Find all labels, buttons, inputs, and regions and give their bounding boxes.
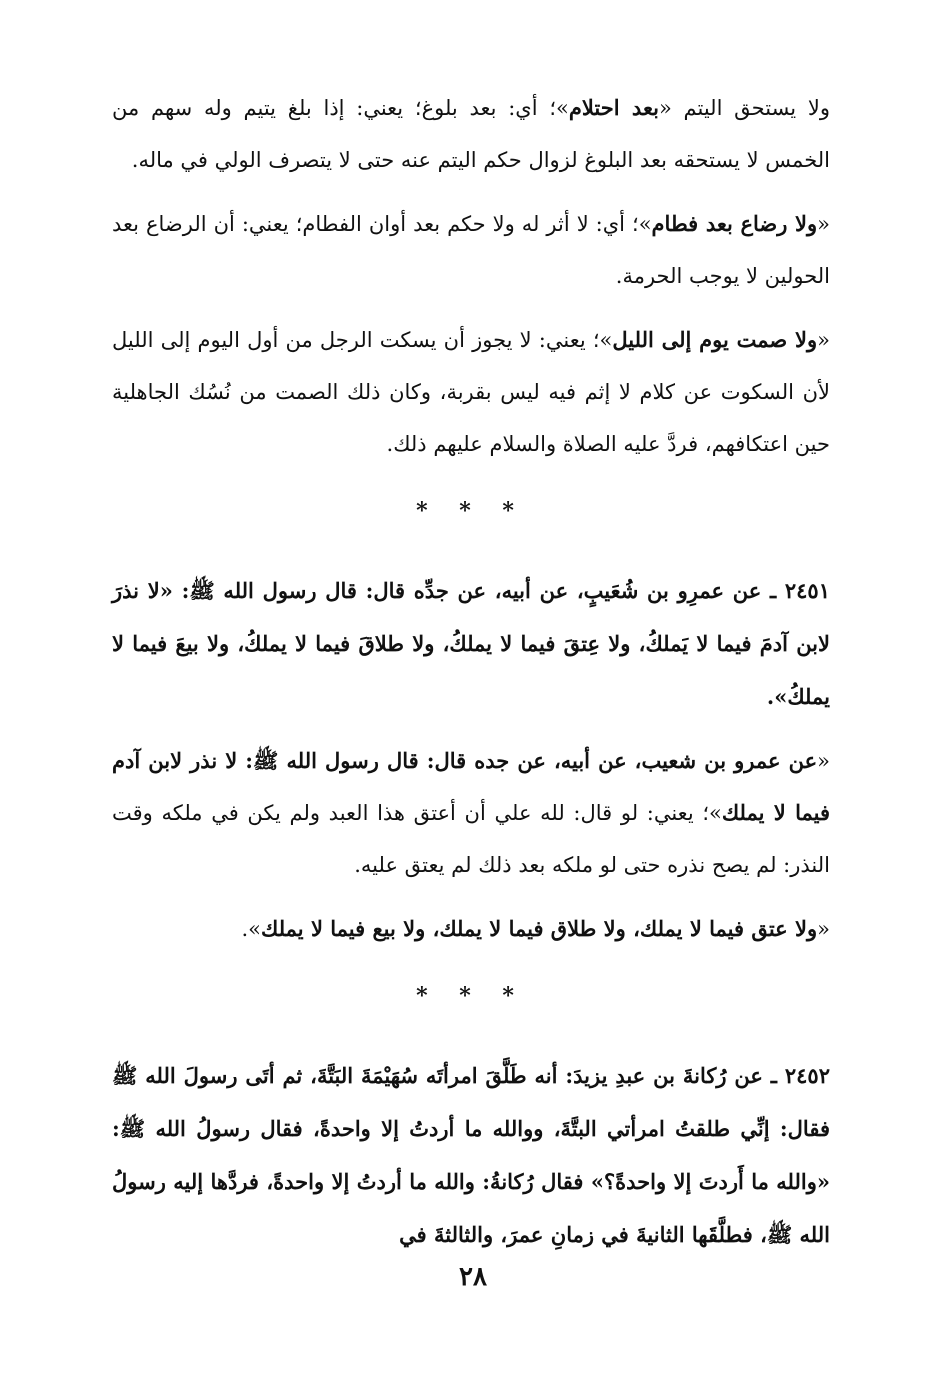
- commentary-paragraph: [112, 82, 830, 186]
- text-run: «: [817, 328, 830, 352]
- commentary-paragraph: [112, 735, 830, 891]
- text-run: »؛ أي: بعد بلوغ؛ يعني: إذا بلغ يتيم وله سهم من الخمس لا يستحقه بعد البلوغ لزوال حكم اليتم عنه حتى لا يتصرف الولي في ماله.: [112, 96, 830, 172]
- quoted-hadith-text: عن عمرو بن شعيب، عن أبيه، عن جده قال: قال رسول الله ﷺ: لا نذر لابن آدم فيما لا يملك: [112, 748, 830, 825]
- text-run: »؛ أي: لا أثر له ولا حكم بعد أوان الفطام؛ يعني: أن الرضاع بعد الحولين لا يوجب الحرمة.: [112, 212, 830, 288]
- hadith-2452: ٢٤٥٢ ـ عن رُكانةَ بن عبدِ يزيدَ: أنه طَلَّقَ امرأتَه سُهَيْمَةَ البَتَّةَ، ثم أتَى رسولَ الله ﷺ فقال: إنِّي طلقتُ امرأتي البتَّةَ، ووالله ما أردتُ إلا واحدةً، فقال رسولُ الله ﷺ: «والله ما أَردتَ إلا واحدةً؟» فقال رُكانةُ: والله ما أردتُ إلا واحدةً، فردَّها إليه رسولُ الله ﷺ، فطلَّقَها الثانيةَ في زمانِ عمرَ، والثالثةَ في: [112, 1063, 830, 1247]
- text-run: «: [817, 917, 830, 941]
- commentary-paragraph: [112, 314, 830, 470]
- text-run: «: [817, 212, 830, 236]
- page-number: ٢٨: [459, 1262, 487, 1292]
- text-run: »؛ يعني: لا يجوز أن يسكت الرجل من أول اليوم إلى الليل لأن السكوت عن كلام لا إثم فيه ليس بقربة، وكان ذلك الصمت من نُسُك الجاهلية حين اعتكافهم، فردَّ عليه الصلاة والسلام عليهم ذلك.: [112, 328, 830, 456]
- text-run: ولا يستحق اليتم «: [658, 96, 831, 120]
- quoted-hadith-text: ولا رضاع بعد فطام: [651, 211, 818, 236]
- commentary-paragraph: [112, 903, 830, 955]
- quoted-hadith-text: ولا عتق فيما لا يملك، ولا طلاق فيما لا يملك، ولا بيع فيما لا يملك: [261, 916, 818, 941]
- text-run: ».: [241, 917, 262, 941]
- section-separator: * * *: [416, 498, 526, 524]
- quoted-hadith-text: ولا صمت يوم إلى الليل: [612, 327, 818, 352]
- commentary-paragraph: [112, 198, 830, 302]
- text-run: »؛ يعني: لو قال: لله علي أن أعتق هذا العبد ولم يكن في ملكه وقت النذر: لم يصح نذره حتى لو ملكه بعد ذلك لم يعتق عليه.: [112, 801, 830, 877]
- page-body: [112, 82, 830, 1261]
- section-separator: * * *: [416, 983, 526, 1009]
- hadith-2451: ٢٤٥١ ـ عن عمرِو بن شُعَيبٍ، عن أبيه، عن جدِّه قال: قال رسول الله ﷺ: «لا نذرَ لابن آدمَ فيما لا يَملكُ، ولا عِتقَ فيما لا يملكُ، ولا طلاقَ فيما لا يملكُ، ولا بيعَ فيما لا يملكُ».: [112, 578, 830, 709]
- text-run: «: [817, 749, 830, 773]
- quoted-hadith-text: بعد احتلام: [568, 95, 659, 120]
